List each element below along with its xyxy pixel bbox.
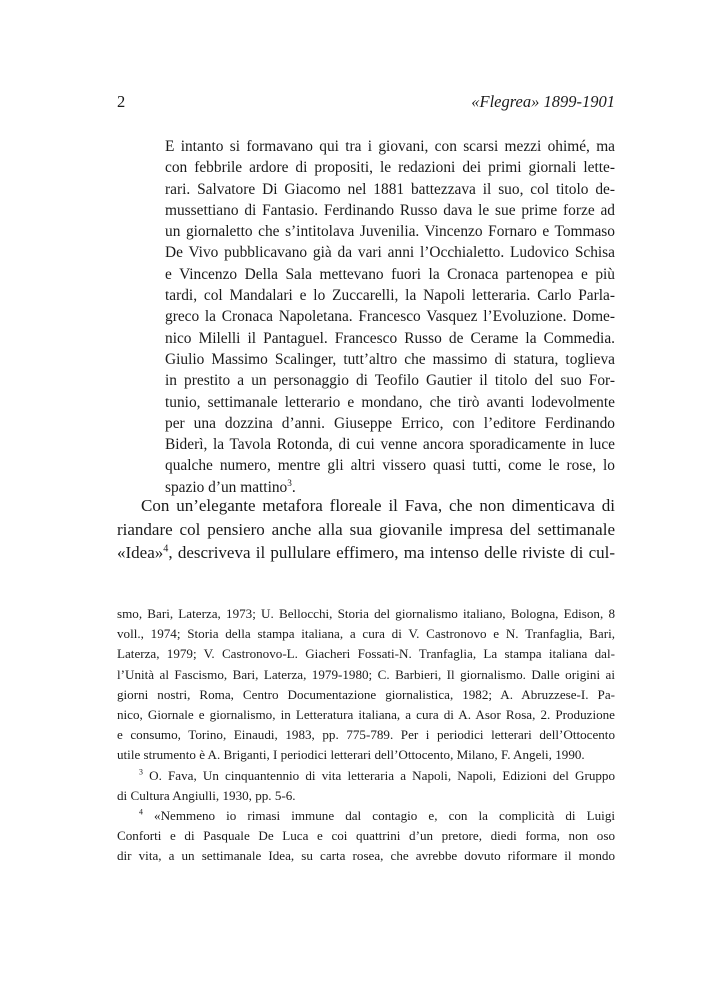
running-header [117, 92, 615, 114]
quote-line: tunio, settimanale letterario e mondano, che tirò avanti lodevolmente [165, 393, 615, 411]
footnote-ref-3[interactable]: 3 [287, 477, 292, 488]
quote-line: con febbrile ardore di propositi, le redazioni dei primi giornali lette- [165, 159, 615, 177]
quote-line: in prestito a un personaggio di Teofilo Gautier il titolo del suo For- [165, 372, 615, 390]
block-quote [165, 136, 615, 498]
footnote-line: Laterza, 1979; V. Castronovo-L. Giacheri Fossati-N. Tranfaglia, La stampa italiana dal- [117, 646, 615, 662]
quote-line: spazio d’un mattino [165, 478, 288, 496]
footnote-line: smo, Bari, Laterza, 1973; U. Bellocchi, Storia del giornalismo italiano, Bologna, Edison, 8 [117, 606, 615, 621]
quote-last-line: spazio d’un mattino$^3$. [165, 477, 296, 496]
footnote-line: giorni nostri, Roma, Centro Documentazione giornalistica, 1982; A. Abruzzese-I. Pa- [117, 686, 615, 702]
quote-line: e Vincenzo Della Sala mettevano fuori la Cronaca partenopea e più [165, 265, 615, 283]
quote-line: rari. Salvatore Di Giacomo nel 1881 battezzava il suo, col titolo de- [165, 180, 615, 198]
paragraph-line: riandare col pensiero anche alla sua giovanile impresa del settimanale [117, 519, 615, 539]
body-paragraph [117, 494, 615, 565]
quote-line: qualche numero, mentre gli altri vissero quasi tutti, come le rose, lo [165, 457, 615, 475]
footnote-line: nico, Giornale e giornalismo, in Letteratura italiana, a cura di A. Asor Rosa, 2. Produzione [117, 707, 615, 723]
quote-line: Giulio Massimo Scalinger, tutt’altro che massimo di statura, toglieva [165, 350, 615, 368]
quote-line: per una dozzina d’anni. Giuseppe Errico, con l’editore Ferdinando [165, 414, 615, 432]
quote-line: un giornaletto che s’intitolava Juvenilia. Vincenzo Fornaro e Tommaso [165, 223, 615, 241]
paragraph-text: , descriveva il pullulare effimero, ma intenso delle riviste di cul- [168, 543, 615, 563]
footnote-line: utile strumento è A. Briganti, I periodici letterari dell’Ottocento, Milano, F. Angeli, 1990. [117, 747, 585, 763]
footnote-line: l’Unità al Fascismo, Bari, Laterza, 1979-1980; C. Barbieri, Il giornalismo. Dalle origini ai [117, 666, 615, 682]
footnote-line: di Cultura Angiulli, 1930, pp. 5-6. [117, 787, 296, 803]
quote-line: E intanto si formavano qui tra i giovani, con scarsi mezzi ohimé, ma [165, 138, 615, 155]
paragraph-line: Con un’elegante metafora floreale il Fava, che non dimenticava di [141, 496, 615, 515]
paragraph-line-with-ref [117, 541, 615, 565]
footnote-4 [117, 806, 615, 826]
quote-line: tardi, col Mandalari e lo Zuccarelli, la Napoli letteraria. Carlo Parla- [165, 287, 615, 305]
running-title: «Flegrea» 1899-1901 [471, 92, 615, 111]
quote-line: mussettiano di Fantasio. Ferdinando Russo dava le sue prime forze ad [165, 201, 615, 219]
page-number: 2 [117, 92, 126, 111]
footnote-text: «Nemmeno io rimasi immune dal contagio e, con la complicità di Luigi [154, 808, 616, 824]
footnote-line: e consumo, Torino, Einaudi, 1983, pp. 775-789. Per i periodici letterari dell’Ottocento [117, 727, 615, 743]
footnotes [117, 604, 615, 867]
quote-line: nico Milelli il Pantaguel. Francesco Russo de Cerame la Commedia. [165, 329, 615, 347]
footnote-ref-4[interactable]: 4 [163, 543, 169, 555]
footnote-number: 3 [139, 767, 143, 777]
footnote-text: O. Fava, Un cinquantennio di vita letteraria a Napoli, Napoli, Edizioni del Gruppo [149, 767, 616, 783]
footnote-line: voll., 1974; Storia della stampa italiana, a cura di V. Castronovo e N. Tranfaglia, Bari, [117, 626, 615, 642]
quote-line: Biderì, la Tavola Rotonda, di cui venne ancora sporadicamente in luce [165, 436, 615, 454]
footnote-line: Conforti e di Pasquale De Luca e coi quattrini d’un pretore, diedi forma, non oso [117, 828, 615, 844]
footnote-3 [117, 766, 615, 786]
quote-line: De Vivo pubblicavano già da vari anni l’Occhialetto. Ludovico Schisa [165, 244, 615, 262]
footnote-line: dir vita, a un settimanale Idea, su carta rosea, che avrebbe dovuto riformare il mondo [117, 848, 615, 864]
idea-title: «Idea» [117, 543, 164, 563]
quote-line: greco la Cronaca Napoletana. Francesco Vasquez l’Evoluzione. Dome- [165, 308, 615, 326]
footnote-number: 4 [139, 807, 143, 817]
